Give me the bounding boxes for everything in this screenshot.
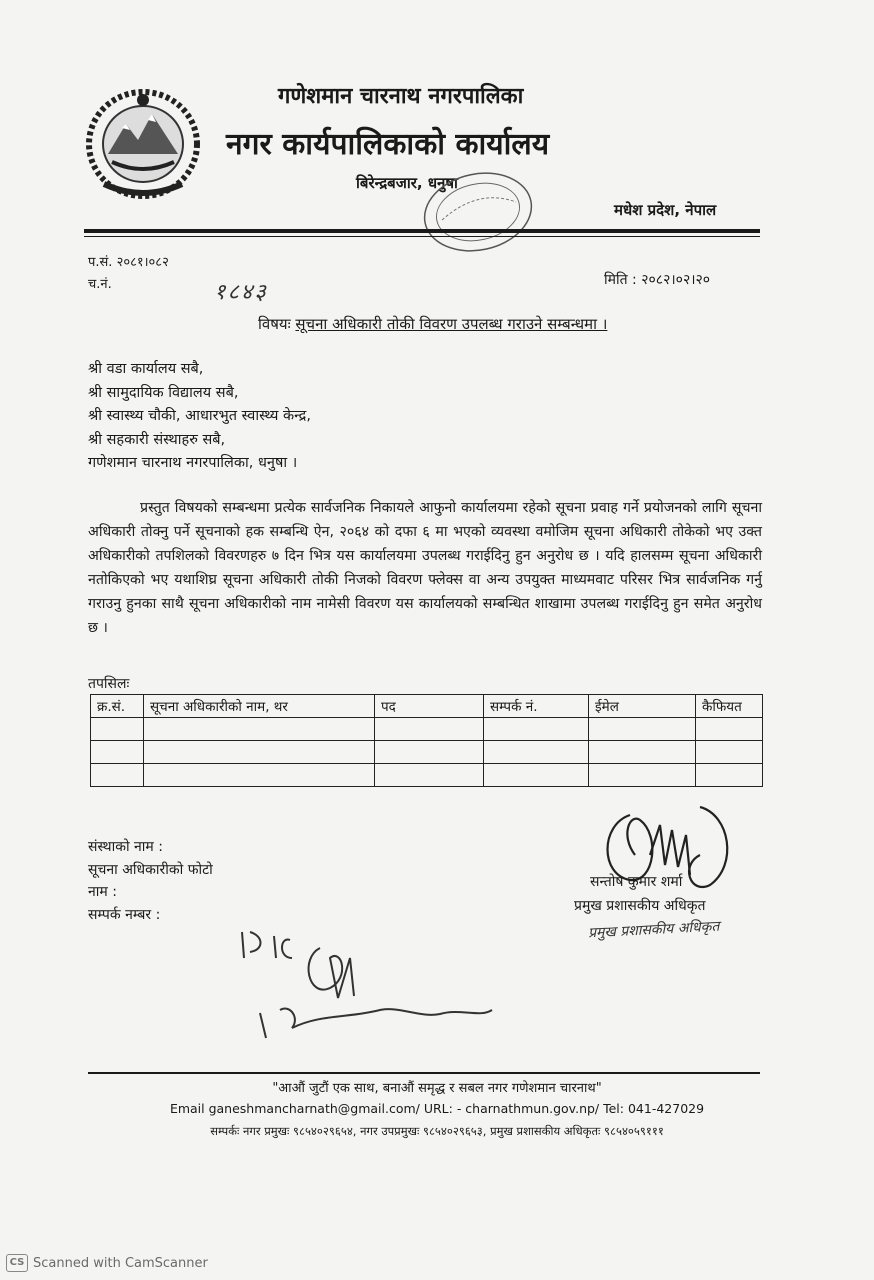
cn-handwritten-number: १८४३ bbox=[214, 280, 268, 305]
camscanner-logo-icon: CS bbox=[6, 1254, 28, 1272]
ps-number: प.सं. २०८१।०८२ bbox=[88, 255, 169, 270]
table-row bbox=[91, 718, 763, 741]
office-name: नगर कार्यपालिकाको कार्यालय bbox=[226, 127, 550, 162]
footer-phones: सम्पर्कः नगर प्रमुखः ९८५४०२९६५४, नगर उपप्रमुखः ९८५४०२९६५३, प्रमुख प्रशासकीय अधिकृतः ९८५४०५९१११ bbox=[210, 1124, 664, 1138]
table-header-row bbox=[91, 695, 763, 718]
footer-contact: Email ganeshmancharnath@gmail.com/ URL: - charnathmun.gov.np/ Tel: 041-427029 bbox=[169, 1101, 705, 1116]
recipient-line: श्री सहकारी संस्थाहरु सबै, bbox=[88, 431, 226, 448]
form-field-photo: सूचना अधिकारीको फोटो bbox=[88, 861, 213, 878]
form-field-contact: सम्पर्क नम्बर : bbox=[88, 906, 161, 923]
recipient-line: श्री स्वास्थ्य चौकी, आधारभुत स्वास्थ्य केन्द्र, bbox=[88, 408, 311, 424]
recipient-line: गणेशमान चारनाथ नगरपालिका, धनुषा । bbox=[88, 455, 298, 471]
recipient-line: श्री वडा कार्यालय सबै, bbox=[88, 361, 204, 377]
letter-date: मिति : २०८२।०२।२० bbox=[604, 272, 711, 288]
cn-label: च.नं. bbox=[88, 277, 112, 292]
signatory-stamp: प्रमुख प्रशासकीय अधिकृत bbox=[587, 918, 720, 942]
office-address: बिरेन्द्रबजार, धनुषा bbox=[356, 174, 458, 192]
header-divider-thin bbox=[84, 236, 760, 237]
table-row bbox=[91, 764, 763, 787]
recipient-list bbox=[88, 358, 311, 476]
letter-body: प्रस्तुत विषयको सम्बन्धमा प्रत्येक सार्वजनिक निकायले आफुनो कार्यालयमा रहेको सूचना प्रवाह गर्ने प्रयोजनको लागि सूचना अधिकारी तोक्नु पर्ने सूचनाको हक सम्बन्धि ऐन, २०६४ को दफा ६ मा भएको व्यवस्था वमोजिम सूचना अधिकारी तोकेको भए उक्त अधिकारीको तपशिलको विवरणहरु ७ दिन भित्र यस कार्यालयमा उपलब्ध गराईदिनु हुन अनुरोध छ । यदि हालसम्म सूचना अधिकारी नतोकिएको भए यथाशिघ्र सूचना अधिकारी तोकी निजको विवरण फ्लेक्स वा अन्य उपयुक्त माध्यमवाट परिसर भित्र सार्वजनिक गर्नु गराउनु हुनका साथै सूचना अधिकारीको नाम नामेसी विवरण यस कार्यालयको सम्बन्धित शाखामा उपलब्ध गराईदिनु हुन समेत अनुरोध छ । bbox=[88, 500, 762, 636]
col-contact: सम्पर्क नं. bbox=[484, 695, 589, 718]
municipality-name: गणेशमान चारनाथ नगरपालिका bbox=[278, 84, 524, 109]
officer-details-table bbox=[90, 694, 763, 787]
footer-divider bbox=[88, 1072, 760, 1074]
receipt-handwriting-icon bbox=[230, 918, 510, 1048]
col-remarks: कैफियत bbox=[696, 695, 763, 718]
table-caption: तपसिलः bbox=[88, 676, 130, 692]
footer-slogan: "आऔं जुटौं एक साथ, बनाऔं समृद्ध र सबल नगर गणेशमान चारनाथ" bbox=[272, 1081, 602, 1096]
col-name: सूचना अधिकारीको नाम, थर bbox=[144, 695, 375, 718]
header-divider bbox=[84, 229, 760, 233]
form-field-org-name: संस्थाको नाम : bbox=[88, 839, 163, 855]
form-fields bbox=[88, 836, 213, 926]
table-row bbox=[91, 741, 763, 764]
nepal-emblem-icon bbox=[82, 84, 204, 202]
subject-text: सूचना अधिकारी तोकी विवरण उपलब्ध गराउने सम्बन्धमा । bbox=[295, 315, 608, 333]
recipient-line: श्री सामुदायिक विद्यालय सबै, bbox=[88, 384, 239, 401]
office-stamp-icon bbox=[418, 168, 536, 258]
camscanner-text: Scanned with CamScanner bbox=[33, 1255, 208, 1271]
province-label: मधेश प्रदेश, नेपाल bbox=[614, 201, 717, 219]
col-email: ईमेल bbox=[589, 695, 696, 718]
subject-line: विषयः सूचना अधिकारी तोकी विवरण उपलब्ध गराउने सम्बन्धमा । bbox=[258, 315, 608, 333]
col-post: पद bbox=[375, 695, 484, 718]
signatory-name: सन्तोष कुमार शर्मा bbox=[590, 874, 683, 890]
col-serial: क्र.सं. bbox=[91, 695, 144, 718]
camscanner-watermark bbox=[6, 1254, 208, 1272]
form-field-name: नाम : bbox=[88, 884, 117, 900]
signatory-title: प्रमुख प्रशासकीय अधिकृत bbox=[574, 898, 706, 914]
